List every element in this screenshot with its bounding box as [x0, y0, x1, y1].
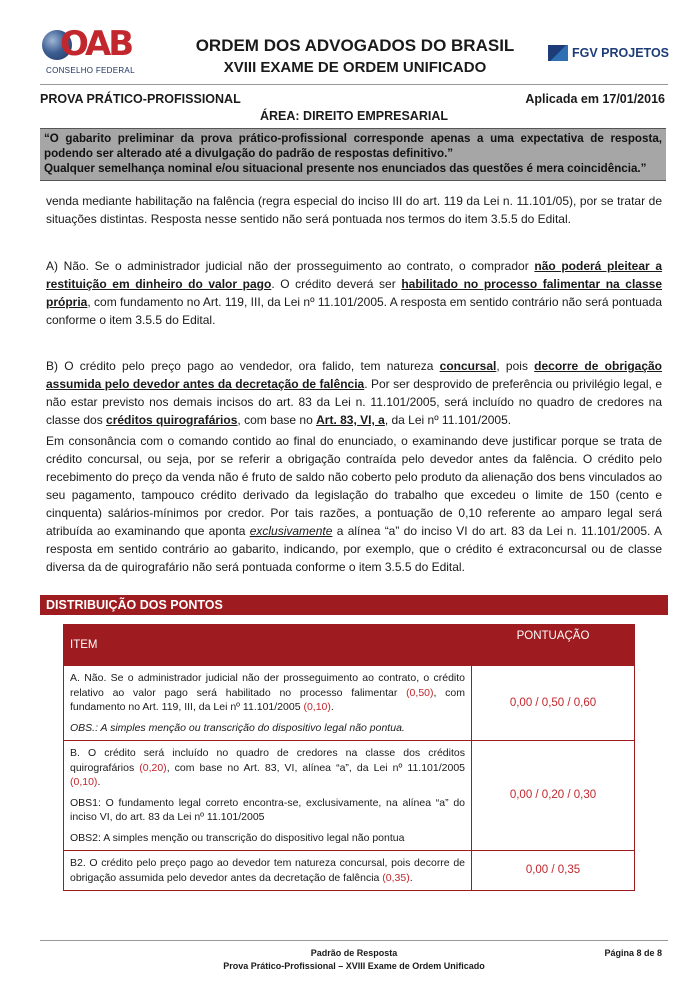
text-run: Em consonância com o comando contido ao final do enunciado, o examinando deve justificar porque se trata de crédito concursal, ou seja, por se referir a obrigação contraída pelo devedor antes da falência. O crédito pelo recebimento do preço da venda não é fruto de saldo não coberto pelo produto da alienação dos bens vinculados ao seu pagamento, tampouco crédito derivado da legislação do trabalho que excedeu o limite de 150 (cento e cinquenta) salários-mínimos por credor. Por tais razões, a pontuação de 0,10 referente ao amparo legal será atribuída ao examinando que aponta — [46, 434, 662, 538]
emphasis-run: não poderá pleitear a restituição em dinheiro do valor pago — [46, 259, 663, 291]
score-cell: 0,00 / 0,50 / 0,60 — [472, 666, 635, 741]
item-text: . — [97, 776, 101, 788]
text-run: , da Lei nº 11.101/2005. — [384, 413, 512, 427]
header-divider — [40, 84, 668, 85]
table-row — [64, 851, 635, 891]
page-number: Página 8 de 8 — [604, 948, 662, 958]
item-points: (0,10) — [70, 776, 98, 788]
paragraph-answer-b — [46, 357, 662, 429]
table-row — [64, 666, 635, 741]
item-points: (0,20) — [139, 761, 167, 774]
text-run: , com fundamento no Art. 119, III, da Lei nº 11.101/2005. A resposta em sentido contrário não será pontuada conforme o item 3.5.5 do Edital. — [46, 295, 662, 327]
paragraph-answer-a — [46, 257, 662, 329]
emphasis-run: créditos quirografários — [106, 413, 238, 427]
fgv-mark-icon — [548, 45, 568, 61]
fgv-logo-text: FGV PROJETOS — [572, 46, 670, 60]
item-note: OBS.: A simples menção ou transcrição do dispositivo legal não pontua. — [70, 721, 405, 734]
item-text: , com fundamento no Art. 119, III, da Lei nº 11.101/2005 — [70, 686, 465, 713]
notice-box — [40, 128, 666, 181]
points-table — [63, 624, 635, 891]
item-points: (0,10) — [303, 701, 331, 713]
item-text: . — [409, 871, 413, 884]
exam-date: Aplicada em 17/01/2016 — [525, 92, 665, 106]
footer-divider — [40, 940, 668, 941]
item-note: OBS1: O fundamento legal correto encontra-se, exclusivamente, na alínea “a” do inciso VI, do art. 83 da Lei nº 11.101/2005 — [70, 796, 465, 823]
column-header-item: ITEM — [64, 625, 472, 666]
item-text: , com base no Art. 83, VI, alínea “a”, da Lei nº 11.101/2005 — [166, 761, 465, 774]
oab-logo — [38, 24, 148, 84]
document-title: ORDEM DOS ADVOGADOS DO BRASIL — [195, 36, 515, 55]
item-points: (0,35) — [382, 871, 410, 884]
emphasis-run: exclusivamente — [249, 524, 333, 538]
exam-area: ÁREA: DIREITO EMPRESARIAL — [260, 109, 448, 123]
distribution-heading: DISTRIBUIÇÃO DOS PONTOS — [40, 595, 668, 615]
text-run: . Por ser desprovido de preferência ou privilégio legal, e não estar previsto nos demais incisos do art. 83 da Lei n. 11.101/2005, será incluído no quadro de credores na classe dos — [46, 377, 662, 427]
table-header-row — [64, 625, 635, 666]
emphasis-run: concursal — [439, 359, 497, 373]
emphasis-run: decorre de obrigação assumida pelo devedor antes da decretação de falência — [46, 359, 663, 391]
item-text: B. O crédito será incluído no quadro de credores na classe dos créditos quirografários — [70, 747, 465, 774]
text-run: . O crédito deverá ser — [271, 277, 402, 291]
notice-line-1: “O gabarito preliminar da prova prático-profissional corresponde apenas a uma expectativa de resposta, podendo ser alterado até a divulgação do padrão de respostas definitivo.” — [44, 132, 662, 160]
emphasis-run: Art. 83, VI, a — [316, 413, 385, 427]
item-cell — [64, 851, 472, 891]
text-run: A) Não. Se o administrador judicial não der prosseguimento ao contrato, o comprador — [46, 259, 535, 273]
item-text: B2. O crédito pelo preço pago ao devedor tem natureza concursal, pois decorre de obrigação assumida pelo devedor antes da decretação de falência — [70, 857, 465, 884]
fgv-logo — [548, 42, 676, 64]
notice-line-2: Qualquer semelhança nominal e/ou situacional presente nos enunciados das questões é mera coincidência.” — [44, 162, 647, 175]
oab-logo-letters: OAB — [60, 24, 132, 64]
item-points: (0,50) — [406, 686, 434, 699]
score-cell: 0,00 / 0,20 / 0,30 — [472, 741, 635, 851]
paragraph-justification — [46, 432, 662, 576]
item-text: A. Não. Se o administrador judicial não der prosseguimento ao contrato, o crédito relativo ao valor pago será habilitado no processo falimentar — [70, 672, 465, 699]
oab-logo-subtitle: CONSELHO FEDERAL — [46, 66, 135, 75]
text-run: B) O crédito pelo preço pago ao vendedor, ora falido, tem natureza — [46, 359, 440, 373]
emphasis-run: habilitado no processo falimentar na classe própria — [46, 277, 662, 309]
text-run: a alínea “a” do inciso VI do art. 83 da Lei n. 11.101/2005. A resposta em sentido contrário ao gabarito, indicando, por exemplo, que o crédito é extraconcursal ou de classe diversa da de quirografário não será pontuada conforme o item 3.5.5 do Edital. — [46, 524, 662, 574]
column-header-score: PONTUAÇÃO — [472, 625, 635, 666]
item-text: . — [330, 701, 334, 713]
document-subtitle: XVIII EXAME DE ORDEM UNIFICADO — [223, 59, 487, 76]
footer-title: Padrão de Resposta — [310, 948, 398, 958]
paragraph-intro: venda mediante habilitação na falência (regra especial do inciso III do art. 119 da Lei n. 11.101/05), por se tratar de situações distintas. Resposta nesse sentido não será pontuada nos termos do item 3.5.5 do Edital. — [46, 194, 662, 226]
table-row — [64, 741, 635, 851]
footer-subtitle: Prova Prático-Profissional – XVIII Exame de Ordem Unificado — [223, 961, 485, 971]
item-cell — [64, 741, 472, 851]
item-note: OBS2: A simples menção ou transcrição do dispositivo legal não pontua — [70, 831, 405, 844]
score-cell: 0,00 / 0,35 — [472, 851, 635, 891]
item-cell — [64, 666, 472, 741]
exam-name: PROVA PRÁTICO-PROFISSIONAL — [40, 92, 241, 106]
text-run: , com base no — [237, 413, 317, 427]
text-run: , pois — [496, 359, 535, 373]
